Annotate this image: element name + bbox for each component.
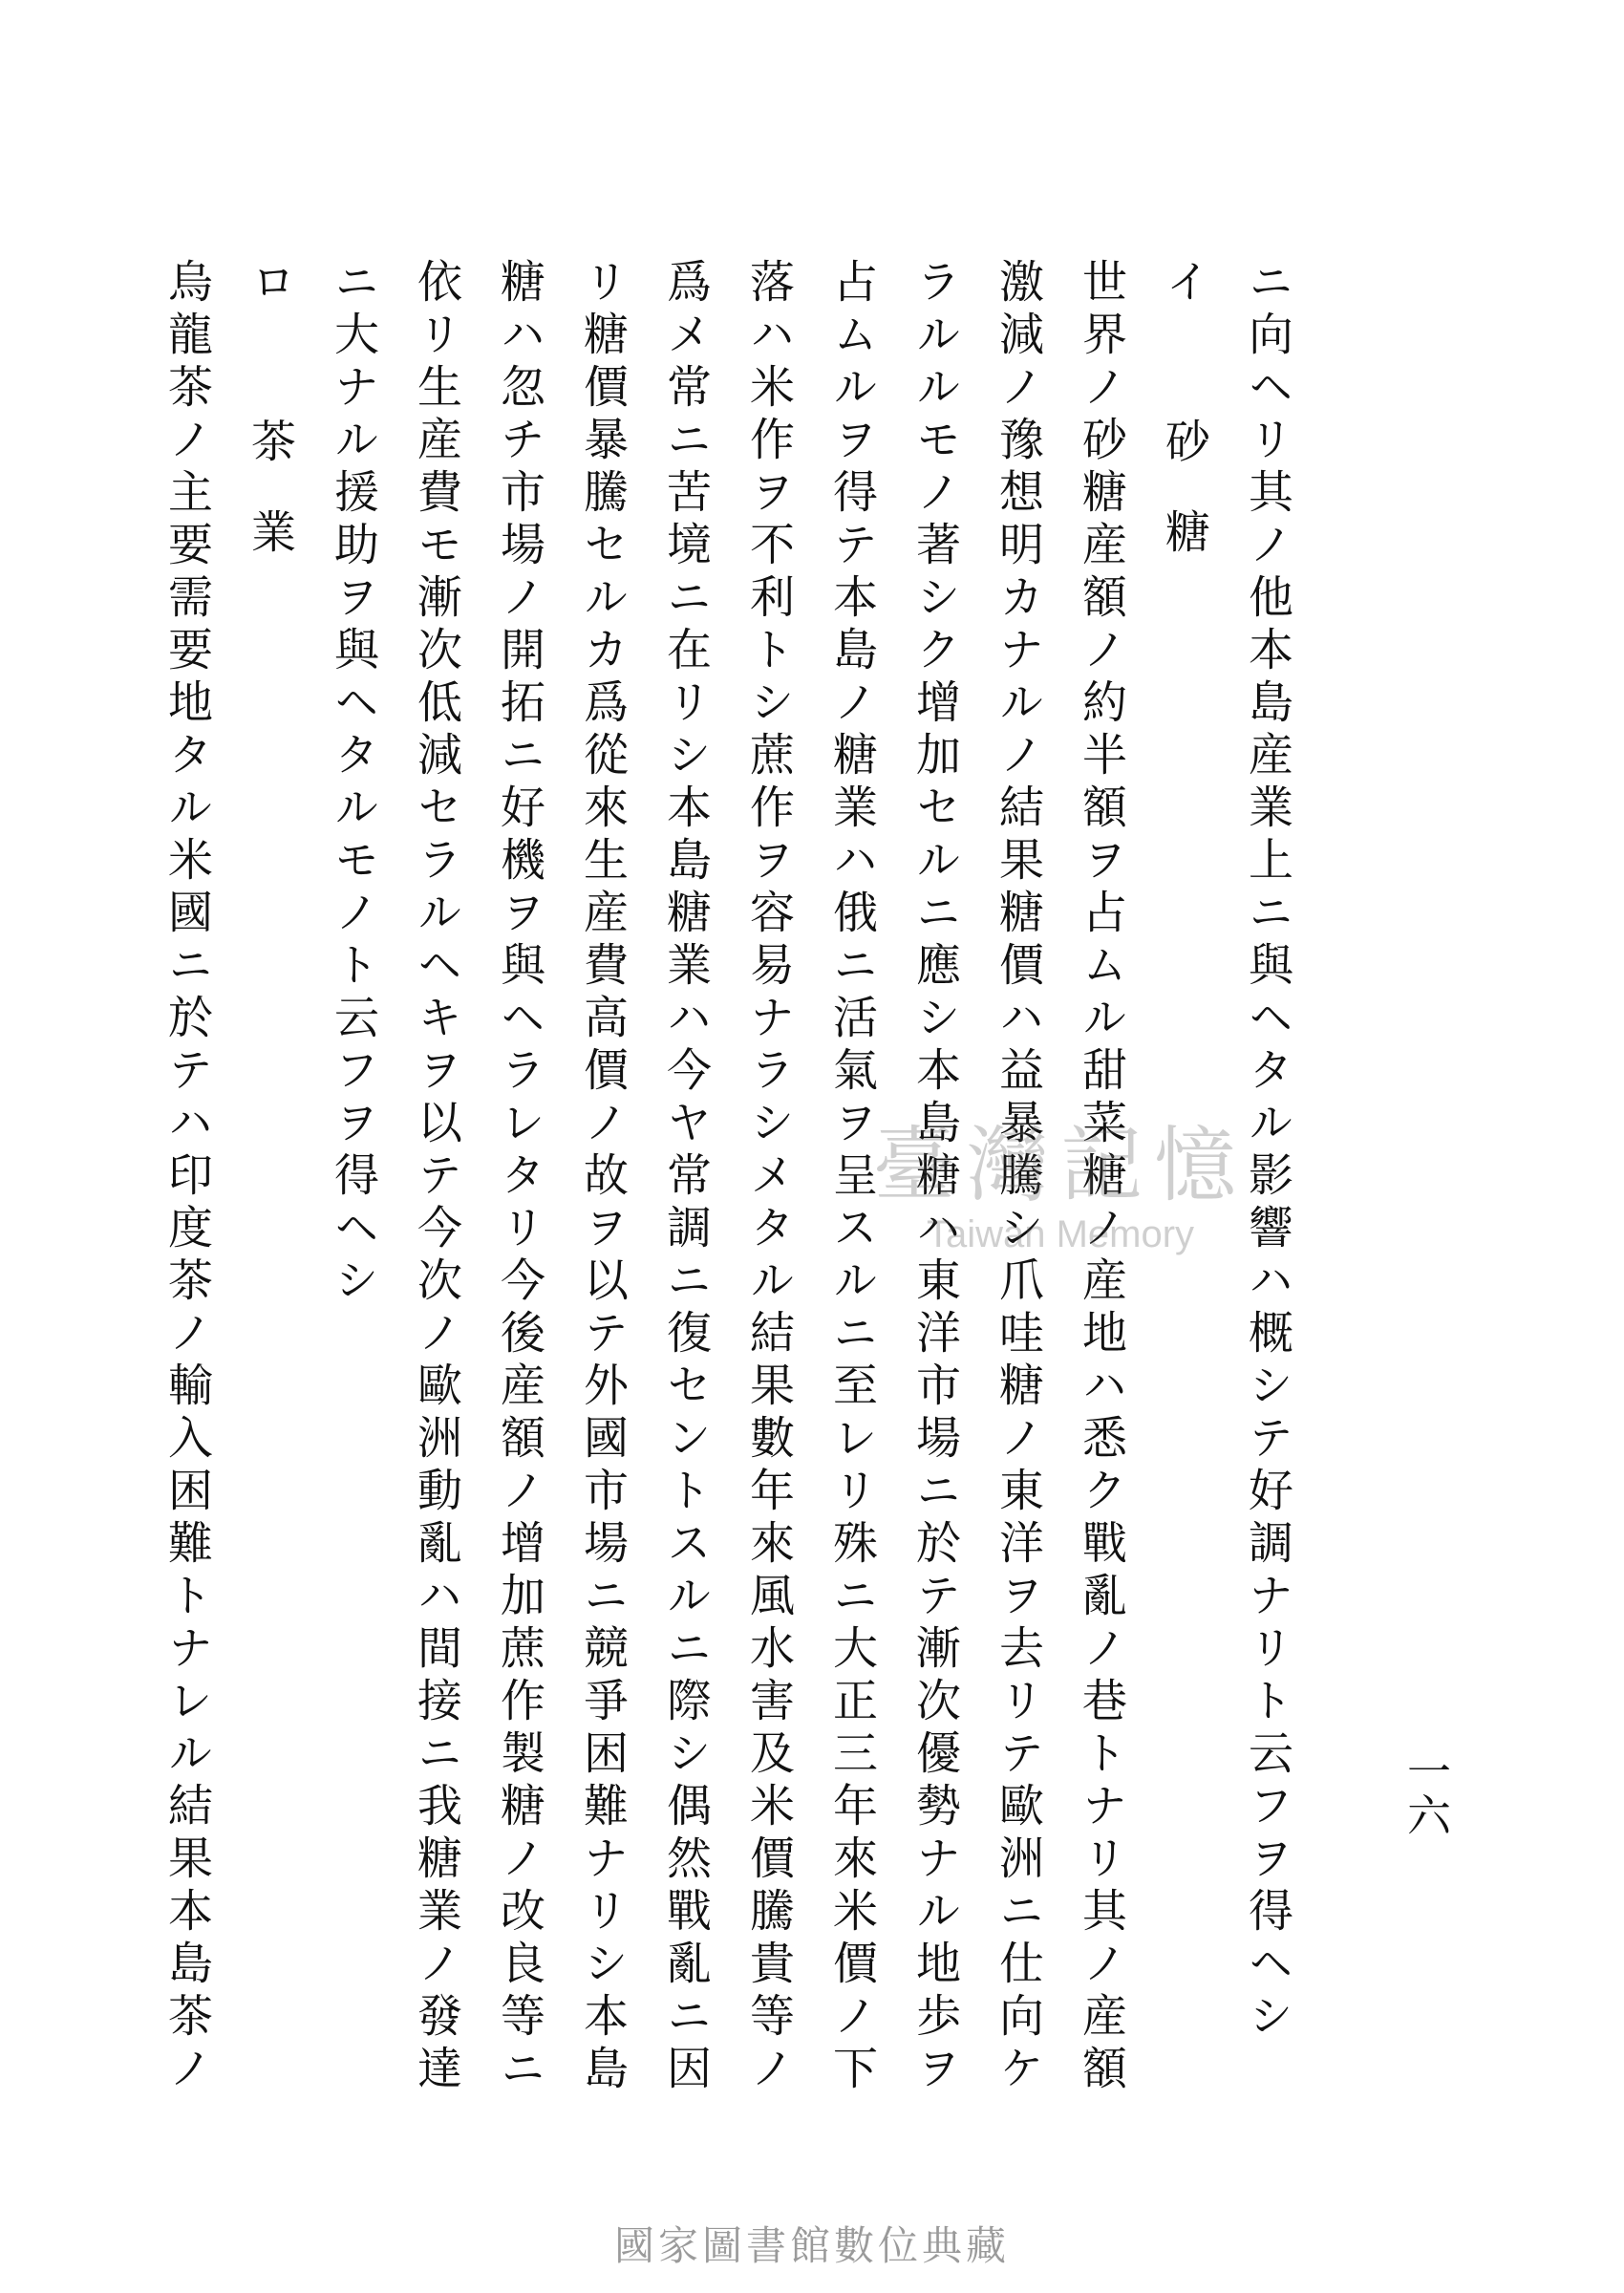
text-line: 占ムルヲ得テ本島ノ糖業ハ俄ニ活氣ヲ呈スルニ至レリ殊ニ大正三年來米價ノ下 (825, 258, 878, 2097)
text-line: 烏龍茶ノ主要需要地タル米國ニ於テハ印度茶ノ輸入困難トナレル結果本島茶ノ (160, 258, 213, 2097)
page-number: 一六 (1400, 1748, 1452, 1836)
heading-mark: ロ (244, 258, 296, 349)
text-line: ニ向ヘリ其ノ他本島産業上ニ與ヘタル影響ハ概シテ好調ナリト云フヲ得ヘシ (1241, 258, 1293, 2045)
watermark-main: 臺灣記憶 (873, 1118, 1248, 1213)
footer-credit: 國家圖書館數位典藏 (613, 2222, 1010, 2269)
text-line: リ糖價暴騰セルカ爲從來生産費高價ノ故ヲ以テ外國市場ニ競爭困難ナリシ本島 (576, 258, 629, 2097)
heading-title: 砂糖 (1158, 418, 1210, 599)
text-line: ニ大ナル援助ヲ與ヘタルモノト云フヲ得ヘシ (327, 258, 379, 1309)
text-line: 爲メ常ニ苦境ニ在リシ本島糖業ハ今ヤ常調ニ復セントスルニ際シ偶然戰亂ニ因 (659, 258, 712, 2097)
text-line: 落ハ米作ヲ不利トシ蔗作ヲ容易ナラシメタル結果數年來風水害及米價騰貴等ノ (742, 258, 795, 2097)
text-line: 糖ハ忽チ市場ノ開拓ニ好機ヲ與ヘラレタリ今後産額ノ增加蔗作製糖ノ改良等ニ (493, 258, 545, 2097)
taiwan-memory-watermark (812, 1118, 1309, 1280)
heading-title: 茶業 (244, 418, 296, 599)
watermark-sub: Taiwan Memory (926, 1213, 1195, 1255)
text-line: 世界ノ砂糖産額ノ約半額ヲ占ムル甜菜糖ノ産地ハ悉ク戰亂ノ巷トナリ其ノ産額 (1075, 258, 1127, 2097)
section-heading-tea (228, 258, 311, 2131)
text-line: 激減ノ豫想明カナルノ結果糖價ハ益暴騰シ爪哇糖ノ東洋ヲ去リテ歐洲ニ仕向ケ (992, 258, 1044, 2097)
heading-mark: イ (1158, 258, 1210, 349)
text-line: ラルルモノ著シク增加セルニ應シ本島糖ハ東洋市場ニ於テ漸次優勢ナル地歩ヲ (908, 258, 961, 2097)
text-line: 依リ生産費モ漸次低減セラルヘキヲ以テ今次ノ歐洲動亂ハ間接ニ我糖業ノ發達 (410, 258, 462, 2097)
